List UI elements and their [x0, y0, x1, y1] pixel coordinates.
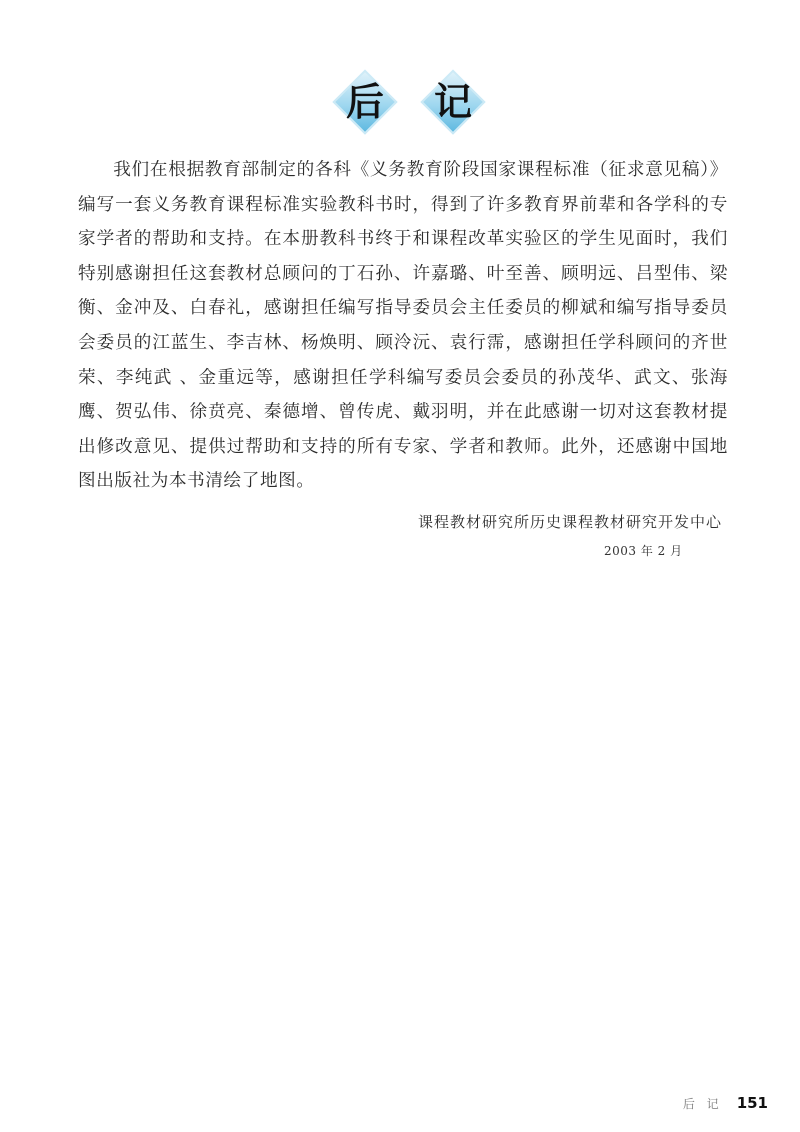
footer-section-label: 后 记 — [682, 1097, 723, 1111]
page-footer — [683, 1094, 768, 1112]
signature-date: 2003 年 2 月 — [604, 544, 683, 558]
acknowledgement-paragraph: 我们在根据教育部制定的各科《义务教育阶段国家课程标准（征求意见稿）》编写一套义务教育课程标准实验教科书时，得到了许多教育界前辈和各学科的专家学者的帮助和支持。在本册教科书终于和课程改革实验区的学生见面时，我们特别感谢担任这套教材总顾问的丁石孙、许嘉璐、叶至善、顾明远、吕型伟、梁衡、金冲及、白春礼，感谢担任编写指导委员会主任委员的柳斌和编写指导委员会委员的江蓝生、李吉林、杨焕明、顾泠沅、袁行霈，感谢担任学科顾问的齐世荣、李纯武 、金重远等，感谢担任学科编写委员会委员的孙茂华、武文、张海鹰、贺弘伟、徐贲亮、秦德增、曾传虎、戴羽明，并在此感谢一切对这套教材提出修改意见、提供过帮助和支持的所有专家、学者和教师。此外，还感谢中国地图出版社为本书清绘了地图。 — [78, 160, 728, 492]
page-number: 151 — [736, 1094, 768, 1112]
title-char-2: 记 — [433, 80, 472, 124]
title-char-1: 后 — [345, 80, 384, 124]
signature-organization: 课程教材研究所历史课程教材研究开发中心 — [417, 513, 722, 531]
page-title — [330, 70, 490, 134]
